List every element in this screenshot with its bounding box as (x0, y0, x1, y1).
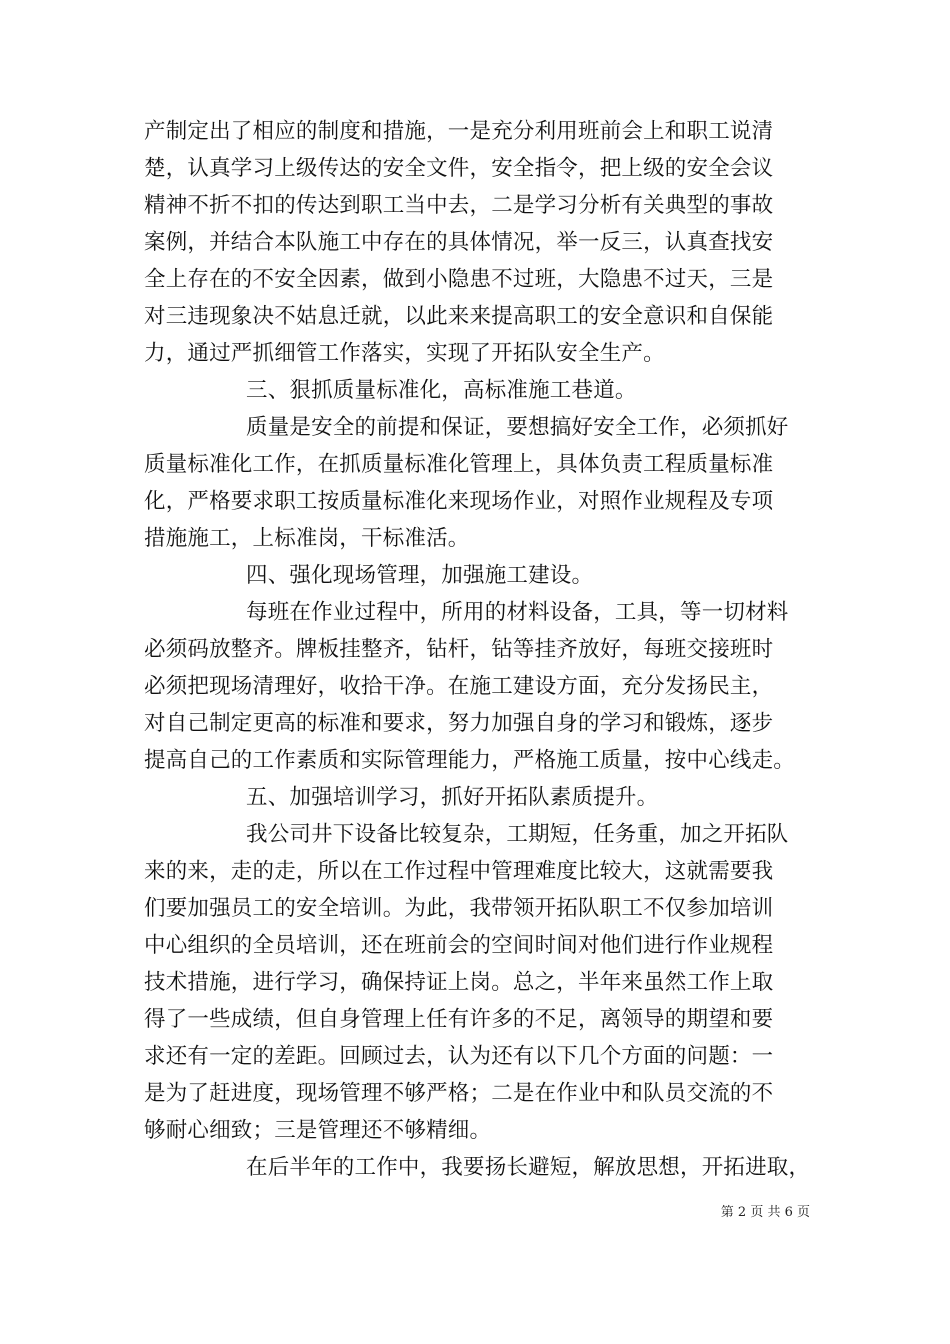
text-line: 质量是安全的前提和保证，要想搞好安全工作，必须抓好 (246, 415, 789, 440)
text-line: 全上存在的不安全因素，做到小隐患不过班，大隐患不过天，三是 (144, 267, 774, 292)
text-line: 必须把现场清理好，收拾干净。在施工建设方面，充分发扬民主， (144, 674, 774, 699)
text-line: 楚，认真学习上级传达的安全文件，安全指令，把上级的安全会议 (144, 156, 774, 181)
text-line: 质量标准化工作，在抓质量标准化管理上，具体负责工程质量标准 (144, 452, 774, 477)
text-line: 对自己制定更高的标准和要求，努力加强自身的学习和锻炼，逐步 (144, 711, 774, 736)
text-line: 技术措施，进行学习，确保持证上岗。总之，半年来虽然工作上取 (144, 970, 774, 995)
text-line: 每班在作业过程中，所用的材料设备，工具，等一切材料 (246, 600, 789, 625)
text-line: 中心组织的全员培训，还在班前会的空间时间对他们进行作业规程 (144, 933, 774, 958)
text-line: 对三违现象决不姑息迁就，以此来来提高职工的安全意识和自保能 (144, 304, 774, 329)
text-line: 求还有一定的差距。回顾过去，认为还有以下几个方面的问题：一 (144, 1044, 774, 1069)
text-line: 必须码放整齐。牌板挂整齐，钻杆，钻等挂齐放好，每班交接班时 (144, 637, 774, 662)
text-line: 我公司井下设备比较复杂，工期短，任务重，加之开拓队 (246, 822, 789, 847)
text-line: 够耐心细致；三是管理还不够精细。 (144, 1118, 492, 1143)
page-number: 第 2 页 共 6 页 (720, 1205, 810, 1220)
text-line: 是为了赶进度，现场管理不够严格；二是在作业中和队员交流的不 (144, 1081, 774, 1106)
section-heading: 三、狠抓质量标准化，高标准施工巷道。 (246, 378, 637, 403)
text-line: 精神不折不扣的传达到职工当中去，二是学习分析有关典型的事故 (144, 193, 774, 218)
section-heading: 五、加强培训学习，抓好开拓队素质提升。 (246, 785, 659, 810)
text-line: 们要加强员工的安全培训。为此，我带领开拓队职工不仅参加培训 (144, 896, 774, 921)
text-line: 案例，并结合本队施工中存在的具体情况，举一反三，认真查找安 (144, 230, 774, 255)
text-line: 化，严格要求职工按质量标准化来现场作业，对照作业规程及专项 (144, 489, 774, 514)
text-line: 在后半年的工作中，我要扬长避短，解放思想，开拓进取， (246, 1155, 811, 1180)
text-line: 提高自己的工作素质和实际管理能力，严格施工质量，按中心线走。 (144, 748, 796, 773)
text-line: 来的来，走的走，所以在工作过程中管理难度比较大，这就需要我 (144, 859, 774, 884)
text-line: 得了一些成绩，但自身管理上任有许多的不足，离领导的期望和要 (144, 1007, 774, 1032)
section-heading: 四、强化现场管理，加强施工建设。 (246, 563, 594, 588)
text-line: 措施施工，上标准岗，干标准活。 (144, 526, 470, 551)
text-line: 力，通过严抓细管工作落实，实现了开拓队安全生产。 (144, 341, 665, 366)
text-line: 产制定出了相应的制度和措施，一是充分利用班前会上和职工说清 (144, 119, 774, 144)
